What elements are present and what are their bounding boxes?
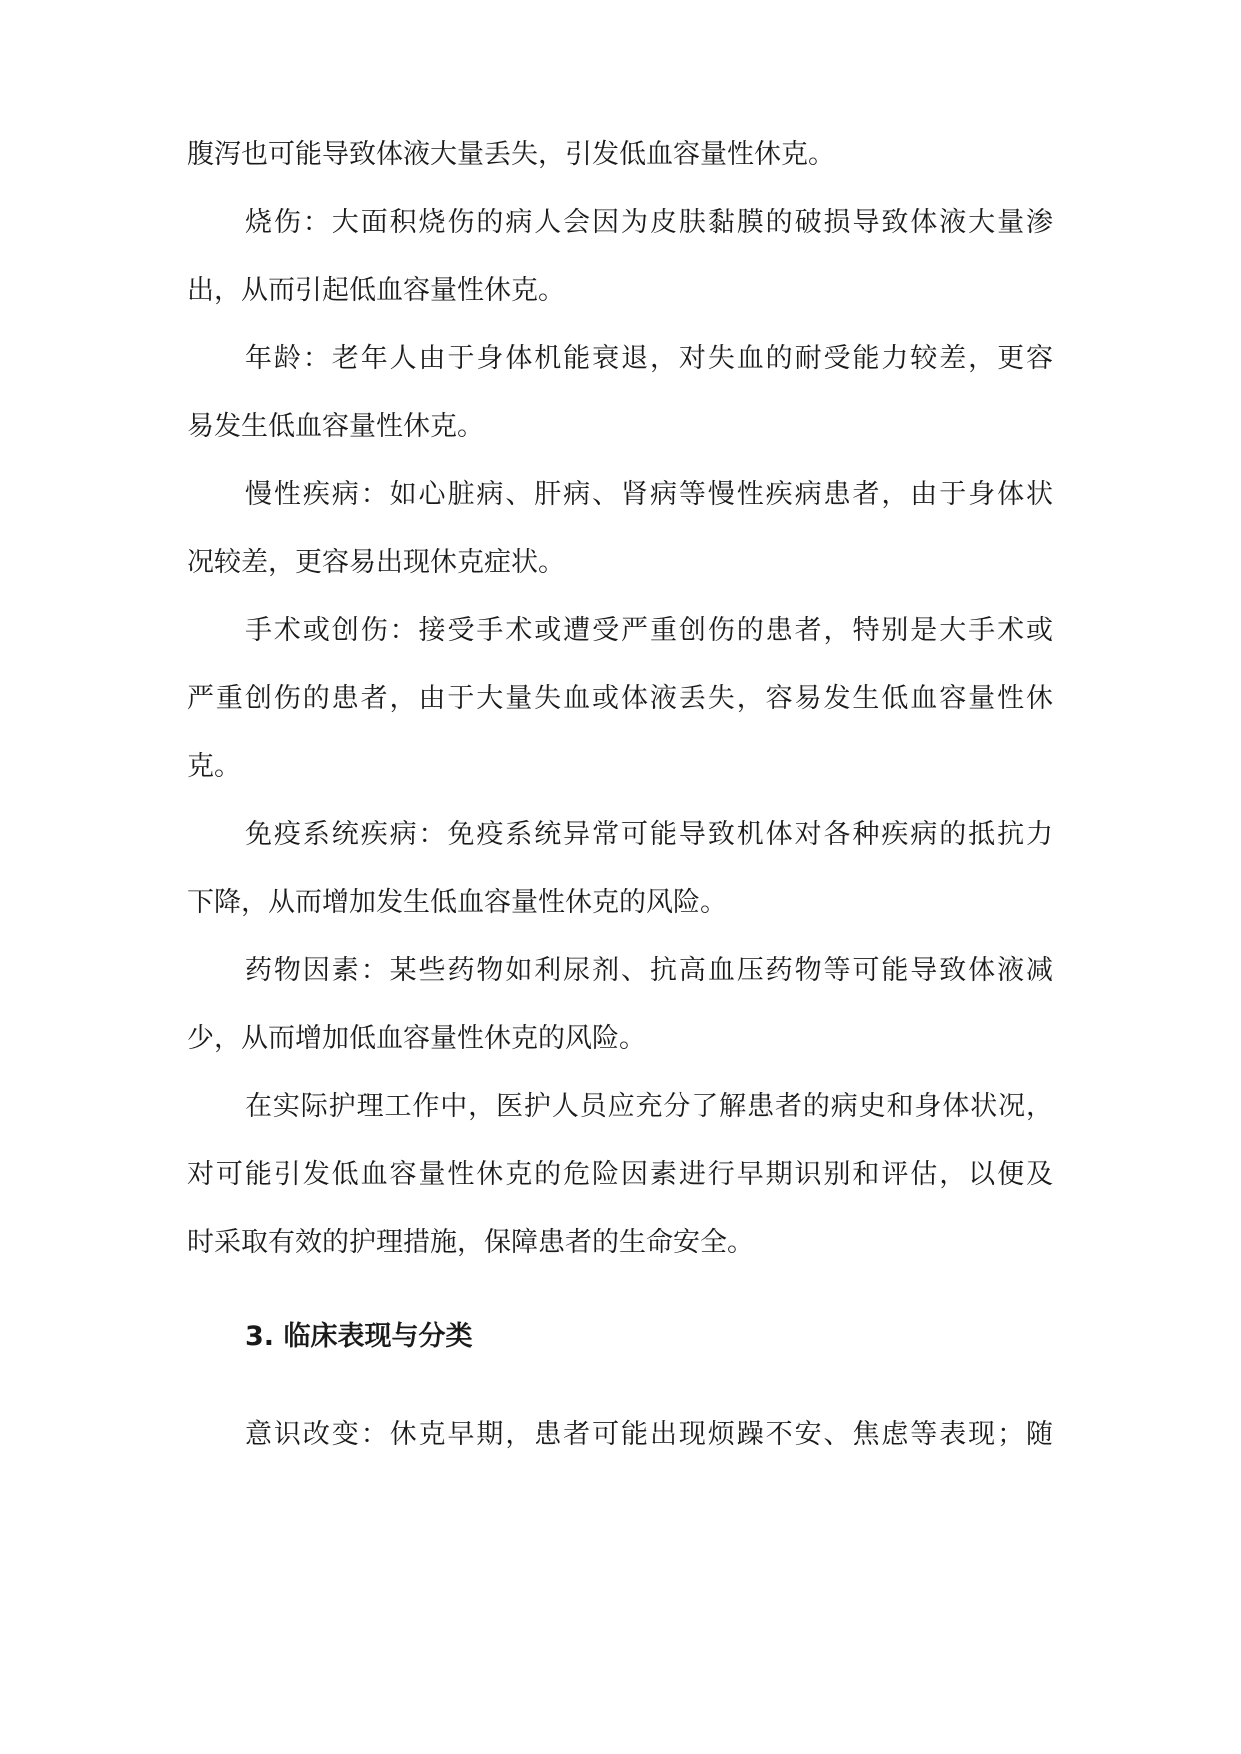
text-line: 易发生低血容量性休克。 [187, 411, 484, 442]
text-line: 时采取有效的护理措施，保障患者的生命安全。 [187, 1227, 754, 1258]
text-line: 免疫系统疾病：免疫系统异常可能导致机体对各种疾病的抵抗力 [245, 819, 1053, 850]
section-heading: 3. 临床表现与分类 [245, 1321, 473, 1352]
text-line: 况较差，更容易出现休克症状。 [187, 547, 565, 578]
text-line: 腹泻也可能导致体液大量丢失，引发低血容量性休克。 [187, 139, 835, 170]
text-line: 克。 [187, 751, 241, 782]
text-line: 严重创伤的患者，由于大量失血或体液丢失，容易发生低血容量性休 [187, 683, 1053, 714]
text-line: 意识改变：休克早期，患者可能出现烦躁不安、焦虑等表现；随 [245, 1419, 1053, 1450]
text-line: 在实际护理工作中，医护人员应充分了解患者的病史和身体状况， [245, 1091, 1053, 1122]
text-line: 对可能引发低血容量性休克的危险因素进行早期识别和评估，以便及 [187, 1159, 1053, 1190]
text-line: 少，从而增加低血容量性休克的风险。 [187, 1023, 646, 1054]
text-line: 慢性疾病：如心脏病、肝病、肾病等慢性疾病患者，由于身体状 [245, 479, 1053, 510]
text-line: 药物因素：某些药物如利尿剂、抗高血压药物等可能导致体液减 [245, 955, 1053, 986]
text-line: 下降，从而增加发生低血容量性休克的风险。 [187, 887, 727, 918]
text-line: 年龄：老年人由于身体机能衰退，对失血的耐受能力较差，更容 [245, 343, 1053, 374]
text-line: 出，从而引起低血容量性休克。 [187, 275, 565, 306]
text-line: 烧伤：大面积烧伤的病人会因为皮肤黏膜的破损导致体液大量渗 [245, 207, 1053, 238]
text-line: 手术或创伤：接受手术或遭受严重创伤的患者，特别是大手术或 [245, 615, 1053, 646]
